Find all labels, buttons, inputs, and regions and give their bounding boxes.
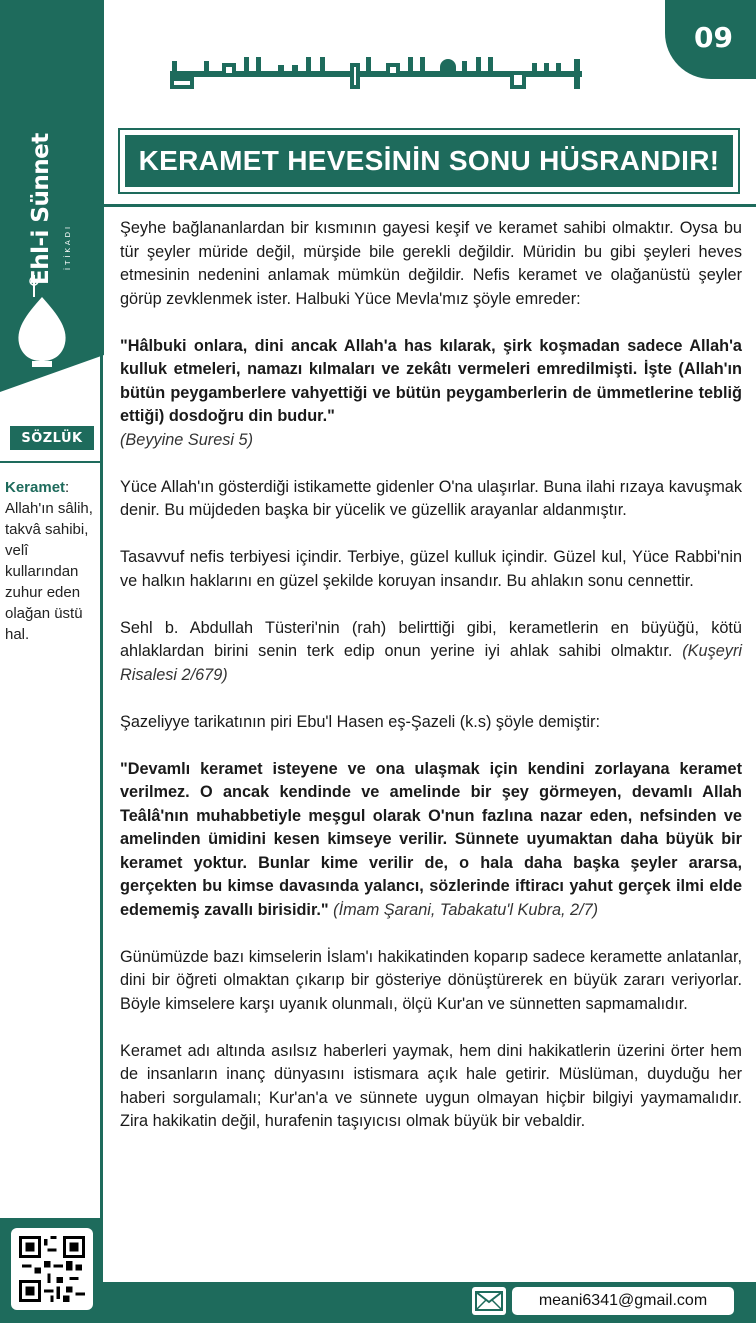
basmala-calligraphy [170, 57, 582, 93]
paragraph: Tasavvuf nefis terbiyesi içindir. Terbiye, güzel kulluk içindir. Güzel kul, Yüce Rabbi'nin ve halkın haklarını en güzel şekilde koruyan insandır. Bu ahlakın sonu cennettir. [120, 548, 742, 590]
title-divider [104, 204, 756, 207]
brand-logo [6, 70, 96, 320]
page-number: 09 [665, 0, 756, 79]
qr-code-icon [19, 1236, 85, 1302]
article-body [120, 217, 742, 1157]
qr-panel [0, 1218, 102, 1323]
sozluk-term: Keramet [5, 479, 66, 496]
paragraph [120, 617, 742, 688]
quote-paragraph [120, 335, 742, 453]
citation: (Beyyine Suresi 5) [120, 430, 254, 449]
brand-subtitle: İTİKADI [64, 223, 72, 270]
paragraph: Şeyhe bağlananlardan bir kısmının gayesi keşif ve keramet sahibi olmaktır. Oysa bu tür şeyler müride değil, mürşide bile gerekli değildir. Müridin bu gibi şeyleri heves etmesinin nedenini anlamak mümkün değildir. Nefis keramet ve olağanüstü şeyler görüp zevklenmek ister. Halbuki Yüce Mevla'mız şöyle emreder: [120, 219, 742, 308]
sozluk-divider [0, 461, 100, 463]
sozluk-badge: SÖZLÜK [10, 426, 94, 450]
sozluk-definition: Allah'ın sâlih, takvâ sahibi, velî kullarından zuhur eden olağan üstü hal. [5, 500, 93, 643]
quote-paragraph [120, 758, 742, 923]
paragraph: Şazeliyye tarikatının piri Ebu'l Hasen eş-Şazeli (k.s) şöyle demiştir: [120, 712, 600, 731]
sozluk-entry: Keramet: Allah'ın sâlih, takvâ sahibi, velî kullarından zuhur eden olağan üstü hal. [5, 479, 93, 643]
qr-code[interactable] [11, 1228, 93, 1310]
page-title: KERAMET HEVESİNİN SONU HÜSRANDIR! [125, 135, 733, 187]
title-frame [118, 128, 740, 194]
citation: (Kuşeyri Risalesi 2/679) [120, 642, 742, 684]
quote-text: "Hâlbuki onlara, dini ancak Allah'a has kılarak, şirk koşmadan sadece Allah'a kulluk etmeleri, namazı kılmaları ve zekâtı vermeleri emredilmişti. İşte (Allah'ın bütün peygamberlere vahyettiği ve bütün peygamberlerin de ümmetlerine tebliğ ettiği) dosdoğru din budur." [120, 336, 742, 425]
mosque-dome-icon [14, 275, 74, 370]
citation: (İmam Şarani, Tabakatu'l Kubra, 2/7) [333, 900, 599, 919]
contact-email[interactable]: meani6341@gmail.com [512, 1287, 734, 1315]
paragraph: Yüce Allah'ın gösterdiği istikamette gidenler O'na ulaşırlar. Buna ilahi rızaya kavuşmak denir. Bu müjdeden başka bir yücelik ve güzellik arayanlar aldanmıştır. [120, 477, 742, 519]
sidebar-divider [100, 200, 103, 1290]
paragraph: Günümüzde bazı kimselerin İslam'ı hakikatinden koparıp sadece keramette anlatanlar, dini bir öğreti olmaktan çıkarıp bir gösteriye dönüştürerek en büyük zararı veriyorlar. Böyle kimselere karşı uyanık olunmalı, ölçü Kur'an ve sünnetten sapmamalıdır. [120, 947, 742, 1013]
mail-icon [472, 1287, 506, 1315]
quote-text: "Devamlı keramet isteyene ve ona ulaşmak için kendini zorlayana keramet verilmez. O ancak kendinde ve amelinde bir şey görmeyen, devamlı Allah Teâlâ'nın muhabbetiyle meşgul olarak O'nun fazlına nazar eden, nefsinden ve amelinden ümidini kesen kimseye verilir. Sünnete uyumaktan daha büyük bir keramet yoktur. Bunlar kime verilir de, o hala daha başka şeyler ararsa, gerçekten bu kimse davasında yalancı, sözlerinde iftiracı yahut gerçek ilmi elde edememiş zavallı birisidir." [120, 759, 742, 919]
brand-name: Ehl-i Sünnet [28, 133, 54, 285]
paragraph-text: Sehl b. Abdullah Tüsteri'nin (rah) belirttiği gibi, kerametlerin en büyüğü, kötü ahlaklardan birini senin terk edip onun yerine iyi ahlak sahibi olmaktır. [120, 618, 742, 660]
paragraph: Keramet adı altında asılsız haberleri yaymak, hem dini hakikatlerin üzerini örter hem de insanların inanç dünyasını istismara açık hale getirir. Müslüman, duyduğu her haberi sorgulamalı; Kur'an'a ve sünnete uygun olmayan hiçbir bilgiyi yaymamalıdır. Zira hakikatin değil, hurafenin taşıyıcısı olmak büyük bir vebaldir. [120, 1041, 742, 1130]
